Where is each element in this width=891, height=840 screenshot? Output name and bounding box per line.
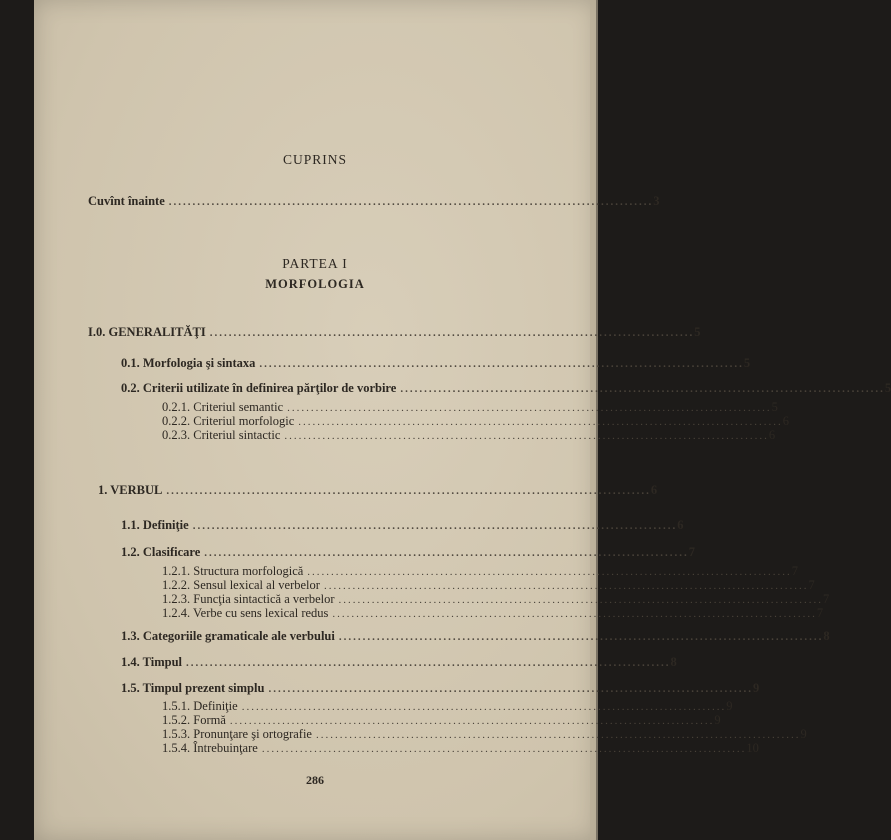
toc-entry-0-2-2 [162,414,790,429]
toc-page: 5 [884,381,891,395]
toc-label: 1.2. Clasificare [121,545,201,559]
toc-label: 1.4. Timpul [121,655,183,669]
leader-dots: ...................................................................................................... [338,631,824,643]
toc-page: 6 [782,414,790,428]
toc-page: 7 [688,545,696,559]
toc-label: 1.2.2. Sensul lexical al verbelor [162,578,320,592]
toc-label: 0.2. Criterii utilizate în definirea părţilor de vorbire [121,381,397,395]
leader-dots: ...................................................................................................... [259,358,744,370]
toc-label: I.0. GENERALITĂŢI [88,325,206,339]
toc-entry-1-5-2 [162,713,721,728]
toc-page: 5 [771,400,778,414]
leader-dots: ...................................................................................................... [284,430,769,442]
toc-page: 6 [768,428,776,442]
toc-page: 7 [808,578,815,592]
toc-entry-1-5-3 [162,727,807,742]
toc-label: 0.2.2. Criteriul morfologic [162,414,295,428]
toc-page: 9 [800,727,807,741]
toc-entry-1-2-3 [162,592,830,607]
toc-entry-1-4 [121,655,677,670]
leader-dots: ...................................................................................................... [400,383,885,395]
toc-page: 10 [746,741,759,755]
part-title: PARTEA I [282,256,348,271]
leader-dots: ...................................................................................................... [261,743,747,755]
leader-dots: ...................................................................................................... [186,657,671,669]
toc-entry-0-2-3 [162,428,776,443]
leader-dots: ...................................................................................................... [168,196,654,208]
toc-page: 3 [653,194,660,208]
toc-label: 1.3. Categoriile gramaticale ale verbului [121,629,335,643]
leader-dots: ...................................................................................................... [229,715,715,727]
toc-label: 0.2.3. Criteriul sintactic [162,428,281,442]
toc-label: 1.2.4. Verbe cu sens lexical redus [162,606,329,620]
toc-page: 9 [726,699,733,713]
toc-entry-1-2 [121,545,696,560]
toc-label: 1.2.1. Structura morfologică [162,564,304,578]
toc-entry-0-2 [121,381,891,396]
toc-entry-chapter-1 [98,483,658,498]
toc-entry-0-2-1 [162,400,778,415]
part-name: MORFOLOGIA [265,277,365,291]
toc-page: 8 [670,655,677,669]
leader-dots: ...................................................................................................... [166,485,651,497]
toc-page: 7 [791,564,799,578]
toc-entry-0-1 [121,356,751,371]
leader-dots: ...................................................................................................... [298,416,783,428]
leader-dots: ...................................................................................................... [307,566,792,578]
toc-entry-1-5-1 [162,699,733,714]
toc-label: 1.5. Timpul prezent simplu [121,681,265,695]
toc-label: 1.5.4. Întrebuinţare [162,741,258,755]
leader-dots: ...................................................................................................... [268,683,753,695]
toc-entry-1-5 [121,681,760,696]
leader-dots: ...................................................................................................... [204,547,689,559]
leader-dots: ...................................................................................................... [192,520,678,532]
leader-dots: ...................................................................................................... [209,327,695,339]
leader-dots: ...................................................................................................... [338,594,824,606]
toc-page: 5 [743,356,751,370]
toc-label: 1.5.2. Formă [162,713,226,727]
toc-label: 1.2.3. Funcţia sintactică a verbelor [162,592,335,606]
toc-label: 0.2.1. Criteriul semantic [162,400,284,414]
toc-entry-1-2-2 [162,578,815,593]
leader-dots: ...................................................................................................... [332,608,817,620]
leader-dots: ...................................................................................................... [241,701,727,713]
page-number: 286 [306,773,324,787]
toc-page: 9 [714,713,721,727]
toc-entry-1-5-4 [162,741,759,756]
toc-entry-1-1 [121,518,684,533]
toc-entry-1-3 [121,629,830,644]
toc-label: 1.1. Definiţie [121,518,189,532]
toc-label: 0.1. Morfologia şi sintaxa [121,356,256,370]
toc-label: 1.5.3. Pronunţare şi ortografie [162,727,312,741]
toc-page: 8 [823,629,830,643]
toc-page: 9 [752,681,760,695]
toc-page: 6 [677,518,684,532]
toc-entry-chapter-0 [88,325,701,340]
page-title: CUPRINS [282,152,348,167]
toc-entry-1-2-1 [162,564,799,579]
leader-dots: ...................................................................................................... [315,729,801,741]
toc-entry-foreword [88,194,660,209]
leader-dots: ...................................................................................................... [287,402,772,414]
leader-dots: ...................................................................................................... [323,580,809,592]
toc-label: 1. VERBUL [98,483,163,497]
toc-entry-1-2-4 [162,606,824,621]
toc-label: Cuvînt înainte [88,194,165,208]
toc-page: 6 [650,483,658,497]
toc-page: 7 [816,606,824,620]
toc-page: 5 [694,325,701,339]
toc-page: 7 [823,592,830,606]
toc-label: 1.5.1. Definiţie [162,699,238,713]
